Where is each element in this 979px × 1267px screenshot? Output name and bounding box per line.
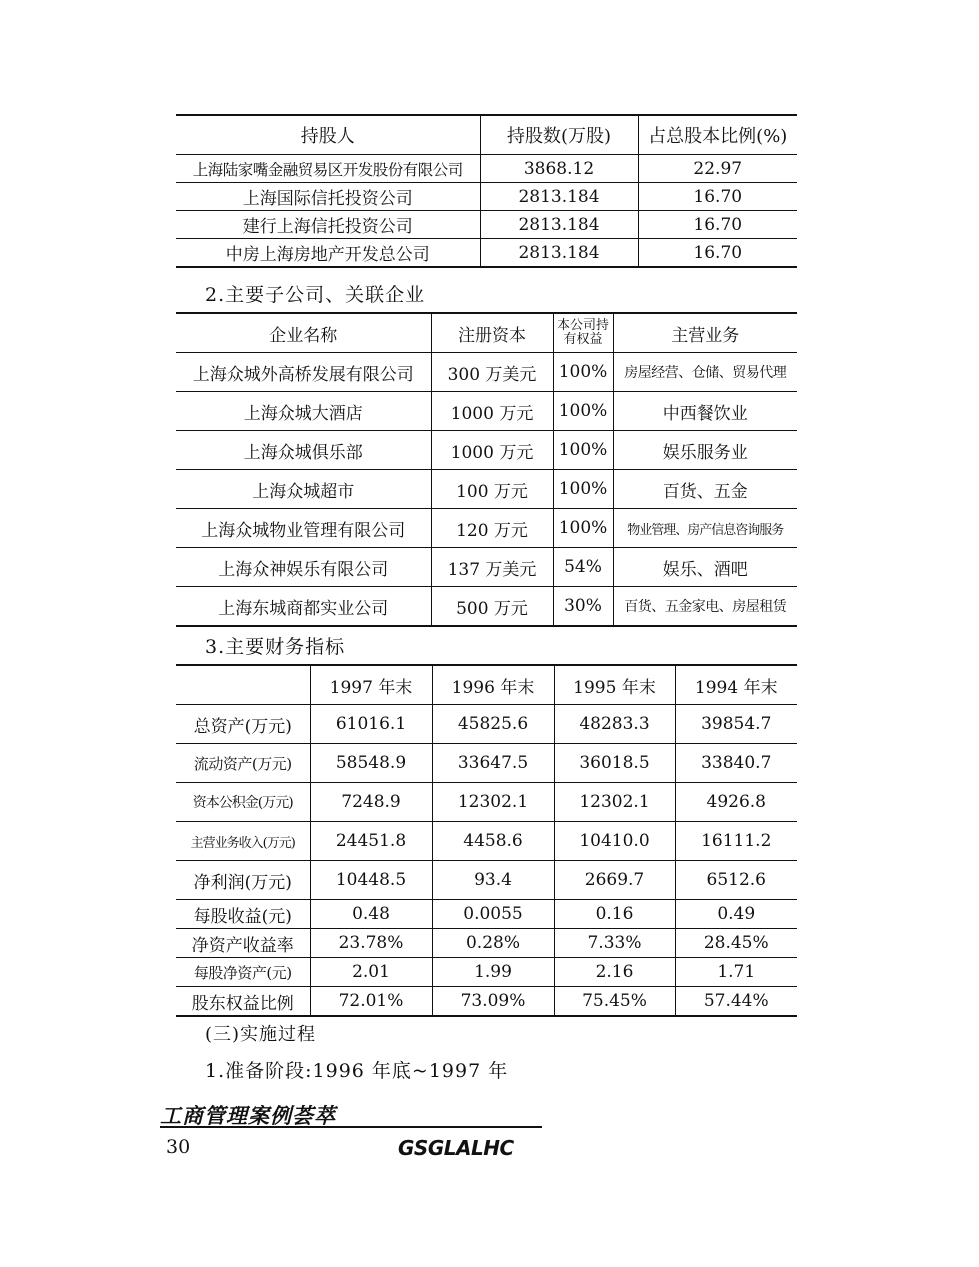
registered-capital: 100 万元 (431, 470, 553, 509)
company-name: 上海众城物业管理有限公司 (176, 509, 431, 548)
row-label: 总资产(万元) (176, 705, 310, 744)
shareholder-name: 上海国际信托投资公司 (176, 183, 480, 211)
header-cell: 持股人 (176, 115, 480, 155)
row-label: 净资产收益率 (176, 929, 310, 958)
footer-rule (160, 1126, 542, 1128)
table-row (176, 392, 797, 431)
value-cell: 58548.9 (310, 744, 432, 783)
value-cell: 0.0055 (432, 900, 554, 929)
table-row (176, 929, 797, 958)
equity-share: 100% (553, 509, 613, 548)
header-cell: 1994 年末 (675, 665, 797, 705)
value-cell: 10448.5 (310, 861, 432, 900)
value-cell: 33647.5 (432, 744, 554, 783)
value-cell: 2.01 (310, 958, 432, 987)
row-label: 每股净资产(元) (176, 958, 310, 987)
value-cell: 72.01% (310, 987, 432, 1017)
table-row (176, 587, 797, 627)
company-name: 上海众城俱乐部 (176, 431, 431, 470)
company-name: 上海众城超市 (176, 470, 431, 509)
share-ratio: 22.97 (638, 155, 797, 183)
value-cell: 7248.9 (310, 783, 432, 822)
share-ratio: 16.70 (638, 183, 797, 211)
main-business: 百货、五金 (613, 470, 797, 509)
table-row (176, 353, 797, 392)
main-business: 百货、五金家电、房屋租赁 (624, 599, 787, 615)
header-cell: 注册资本 (431, 313, 553, 353)
table-row (176, 900, 797, 929)
value-cell: 6512.6 (675, 861, 797, 900)
value-cell: 0.49 (675, 900, 797, 929)
value-cell: 12302.1 (432, 783, 554, 822)
page-number: 30 (166, 1136, 191, 1158)
table-row (176, 861, 797, 900)
share-ratio: 16.70 (693, 242, 743, 263)
equity-share: 100% (553, 353, 613, 392)
shareholder-name: 建行上海信托投资公司 (176, 211, 480, 239)
equity-share: 54% (553, 548, 613, 587)
share-count: 2813.184 (480, 183, 638, 211)
equity-share: 30% (553, 587, 613, 627)
main-business: 娱乐、酒吧 (613, 548, 797, 587)
header-cell (176, 665, 310, 705)
value-cell: 4458.6 (432, 822, 554, 861)
value-cell: 93.4 (432, 861, 554, 900)
main-business: 房屋经营、仓储、贸易代理 (613, 353, 797, 392)
main-business: 物业管理、房产信息咨询服务 (613, 509, 797, 548)
shareholders-table (176, 114, 797, 268)
header-cell: 1995 年末 (554, 665, 675, 705)
value-cell: 28.45% (675, 929, 797, 958)
equity-share: 100% (553, 470, 613, 509)
table-row (176, 239, 797, 268)
share-count: 3868.12 (480, 155, 638, 183)
company-name: 上海众城外高桥发展有限公司 (176, 353, 431, 392)
company-name: 上海众城大酒店 (176, 392, 431, 431)
value-cell: 73.09% (432, 987, 554, 1017)
shareholder-name: 上海陆家嘴金融贸易区开发股份有限公司 (176, 155, 480, 183)
registered-capital: 137 万美元 (431, 548, 553, 587)
row-label: 主营业务收入(万元) (176, 822, 310, 861)
table-row (176, 470, 797, 509)
section-2-title: 2.主要子公司、关联企业 (205, 284, 426, 306)
table-row (176, 987, 797, 1017)
table-row (176, 509, 797, 548)
main-business: 娱乐服务业 (613, 431, 797, 470)
header-cell: 持股数(万股) (480, 115, 638, 155)
value-cell: 39854.7 (675, 705, 797, 744)
registered-capital: 300 万美元 (431, 353, 553, 392)
header-cell: 企业名称 (176, 313, 431, 353)
row-label: 流动资产(万元) (176, 744, 310, 783)
registered-capital: 1000 万元 (431, 431, 553, 470)
value-cell: 45825.6 (432, 705, 554, 744)
row-label: 股东权益比例 (176, 987, 310, 1017)
equity-header-label: 本公司持有权益 (556, 318, 609, 347)
value-cell: 16111.2 (675, 822, 797, 861)
value-cell: 1.71 (675, 958, 797, 987)
value-cell: 0.48 (310, 900, 432, 929)
stage-1-heading: 1.准备阶段:1996 年底~1997 年 (205, 1060, 509, 1082)
registered-capital: 1000 万元 (431, 392, 553, 431)
value-cell: 4926.8 (675, 783, 797, 822)
table-row (176, 548, 797, 587)
row-label: 资本公积金(万元) (176, 783, 310, 822)
implementation-heading: (三)实施过程 (205, 1024, 317, 1045)
value-cell: 57.44% (703, 991, 769, 1011)
header-cell: 1996 年末 (432, 665, 554, 705)
shareholder-name: 中房上海房地产开发总公司 (176, 239, 480, 268)
table-header-row (176, 665, 797, 705)
value-cell: 48283.3 (554, 705, 675, 744)
table-row (176, 183, 797, 211)
table-row (176, 744, 797, 783)
value-cell: 7.33% (554, 929, 675, 958)
table-row (176, 705, 797, 744)
equity-share: 100% (553, 431, 613, 470)
value-cell: 75.45% (554, 987, 675, 1017)
book-code: GSGLALHC (398, 1136, 514, 1160)
share-count: 2813.184 (480, 239, 638, 268)
header-cell: 主营业务 (613, 313, 797, 353)
value-cell: 0.16 (554, 900, 675, 929)
book-brand: 工商管理案例荟萃 (160, 1103, 336, 1128)
company-name: 上海东城商都实业公司 (176, 587, 431, 627)
value-cell: 1.99 (432, 958, 554, 987)
table-header-row (176, 115, 797, 155)
value-cell: 23.78% (310, 929, 432, 958)
value-cell: 24451.8 (310, 822, 432, 861)
value-cell: 36018.5 (554, 744, 675, 783)
financial-indicators-table (176, 664, 797, 1017)
row-label: 每股收益(元) (176, 900, 310, 929)
registered-capital: 120 万元 (431, 509, 553, 548)
row-label: 净利润(万元) (176, 861, 310, 900)
value-cell: 0.28% (432, 929, 554, 958)
main-business: 中西餐饮业 (613, 392, 797, 431)
section-3-title: 3.主要财务指标 (205, 636, 346, 658)
table-header-row (176, 313, 797, 353)
subsidiaries-table (176, 312, 797, 627)
table-row (176, 783, 797, 822)
company-name: 上海众神娱乐有限公司 (176, 548, 431, 587)
equity-share: 100% (553, 392, 613, 431)
value-cell: 2669.7 (554, 861, 675, 900)
value-cell: 33840.7 (675, 744, 797, 783)
value-cell: 2.16 (554, 958, 675, 987)
value-cell: 61016.1 (310, 705, 432, 744)
header-cell: 占总股本比例(%) (638, 115, 797, 155)
value-cell: 10410.0 (554, 822, 675, 861)
table-row (176, 431, 797, 470)
value-cell: 12302.1 (554, 783, 675, 822)
table-row (176, 211, 797, 239)
header-cell (553, 313, 613, 353)
table-row (176, 155, 797, 183)
table-row (176, 822, 797, 861)
table-row (176, 958, 797, 987)
registered-capital: 500 万元 (431, 587, 553, 627)
share-count: 2813.184 (480, 211, 638, 239)
header-cell: 1997 年末 (310, 665, 432, 705)
share-ratio: 16.70 (638, 211, 797, 239)
